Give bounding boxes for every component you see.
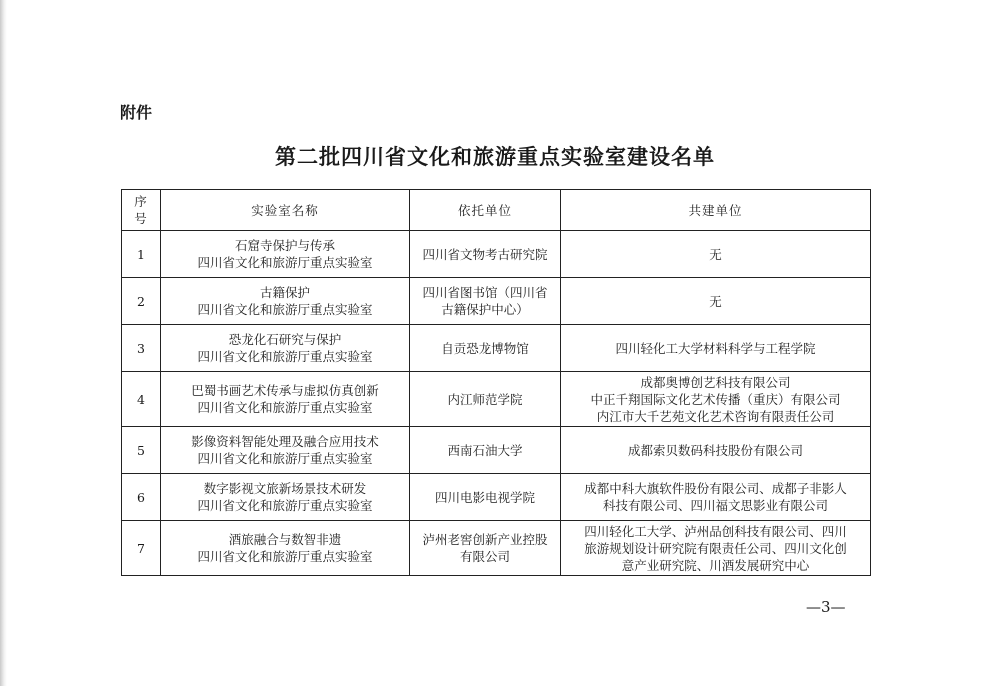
page-number: —3— [806, 598, 846, 616]
row-partner-units-line: 成都奥博创艺科技有限公司 [640, 374, 791, 390]
row-seq: 6 [122, 474, 161, 521]
row-lab-name-line: 恐龙化石研究与保护 [228, 332, 342, 347]
row-seq: 3 [122, 325, 161, 372]
row-lab-name [161, 372, 410, 427]
document-title: 第二批四川省文化和旅游重点实验室建设名单 [275, 144, 715, 169]
row-host-unit [410, 325, 561, 372]
row-lab-name [161, 427, 410, 474]
table-row [122, 231, 871, 278]
row-partner-units [561, 474, 871, 521]
row-partner-units [561, 325, 871, 372]
attachment-label: 附件 [120, 103, 153, 122]
row-partner-units-line: 中正千翔国际文化艺术传播（重庆）有限公司 [590, 391, 841, 407]
row-partner-units-line: 旅游规划设计研究院有限责任公司、四川文化创 [584, 540, 847, 556]
row-lab-name [161, 278, 410, 325]
row-lab-name [161, 521, 410, 576]
table-row [122, 427, 871, 474]
row-lab-name-line: 四川省文化和旅游厅重点实验室 [197, 549, 373, 564]
row-host-unit-line: 四川省文物考古研究院 [422, 246, 548, 262]
row-host-unit [410, 474, 561, 521]
table-row [122, 521, 871, 576]
header-host-unit: 依托单位 [410, 190, 561, 231]
row-lab-name-line: 数字影视文旅新场景技术研发 [203, 481, 367, 496]
row-partner-units [561, 427, 871, 474]
row-partner-units-line: 四川轻化工大学材料科学与工程学院 [615, 340, 816, 356]
row-host-unit [410, 278, 561, 325]
row-seq: 7 [122, 521, 161, 576]
row-host-unit-line: 西南石油大学 [447, 442, 523, 458]
row-partner-units [561, 521, 871, 576]
row-partner-units-line: 四川轻化工大学、泸州品创科技有限公司、四川 [584, 523, 847, 539]
row-lab-name-line: 四川省文化和旅游厅重点实验室 [197, 349, 373, 364]
row-host-unit [410, 372, 561, 427]
row-lab-name-line: 酒旅融合与数智非遗 [228, 532, 342, 547]
row-host-unit-line: 四川省图书馆（四川省 [422, 285, 548, 300]
header-seq [122, 190, 161, 231]
row-host-unit [410, 427, 561, 474]
row-partner-units [561, 278, 871, 325]
row-lab-name-line: 四川省文化和旅游厅重点实验室 [197, 498, 373, 513]
row-lab-name-line: 四川省文化和旅游厅重点实验室 [197, 451, 373, 466]
row-lab-name-line: 四川省文化和旅游厅重点实验室 [197, 255, 373, 270]
row-lab-name-line: 古籍保护 [259, 285, 310, 300]
row-lab-name-line: 石窟寺保护与传承 [234, 238, 335, 253]
row-lab-name-line: 四川省文化和旅游厅重点实验室 [197, 302, 373, 317]
header-partner-units: 共建单位 [561, 190, 871, 231]
row-partner-units-line: 无 [709, 246, 722, 262]
table-row [122, 278, 871, 325]
row-partner-units-line: 成都索贝数码科技股份有限公司 [627, 442, 803, 458]
row-partner-units [561, 231, 871, 278]
row-partner-units-line: 意产业研究院、川酒发展研究中心 [621, 557, 810, 573]
row-seq: 2 [122, 278, 161, 325]
row-lab-name [161, 231, 410, 278]
header-seq-line2: 号 [134, 211, 148, 226]
row-host-unit-line: 有限公司 [459, 549, 510, 564]
scan-edge-shadow [0, 0, 7, 686]
table-row [122, 474, 871, 521]
row-host-unit-line: 古籍保护中心） [441, 302, 529, 317]
row-host-unit [410, 231, 561, 278]
row-seq: 4 [122, 372, 161, 427]
row-partner-units-line: 无 [709, 293, 722, 309]
row-host-unit [410, 521, 561, 576]
header-seq-line1: 序 [134, 194, 148, 209]
row-lab-name-line: 影像资料智能处理及融合应用技术 [191, 434, 379, 449]
row-partner-units-line: 科技有限公司、四川福文思影业有限公司 [602, 498, 828, 513]
row-partner-units [561, 372, 871, 427]
table-row [122, 372, 871, 427]
row-lab-name [161, 325, 410, 372]
table-row [122, 325, 871, 372]
lab-list-table [121, 189, 871, 576]
table-header-row [122, 190, 871, 231]
row-host-unit-line: 自贡恐龙博物馆 [441, 340, 529, 356]
row-seq: 5 [122, 427, 161, 474]
row-host-unit-line: 四川电影电视学院 [434, 489, 535, 505]
row-host-unit-line: 内江师范学院 [447, 391, 523, 407]
row-seq: 1 [122, 231, 161, 278]
row-lab-name [161, 474, 410, 521]
row-host-unit-line: 泸州老窖创新产业控股 [422, 532, 548, 547]
row-partner-units-line: 成都中科大旗软件股份有限公司、成都子非影人 [584, 481, 847, 496]
row-partner-units-line: 内江市大千艺苑文化艺术咨询有限责任公司 [596, 408, 835, 424]
header-lab-name: 实验室名称 [161, 190, 410, 231]
row-lab-name-line: 四川省文化和旅游厅重点实验室 [197, 400, 373, 415]
row-lab-name-line: 巴蜀书画艺术传承与虚拟仿真创新 [191, 383, 379, 398]
